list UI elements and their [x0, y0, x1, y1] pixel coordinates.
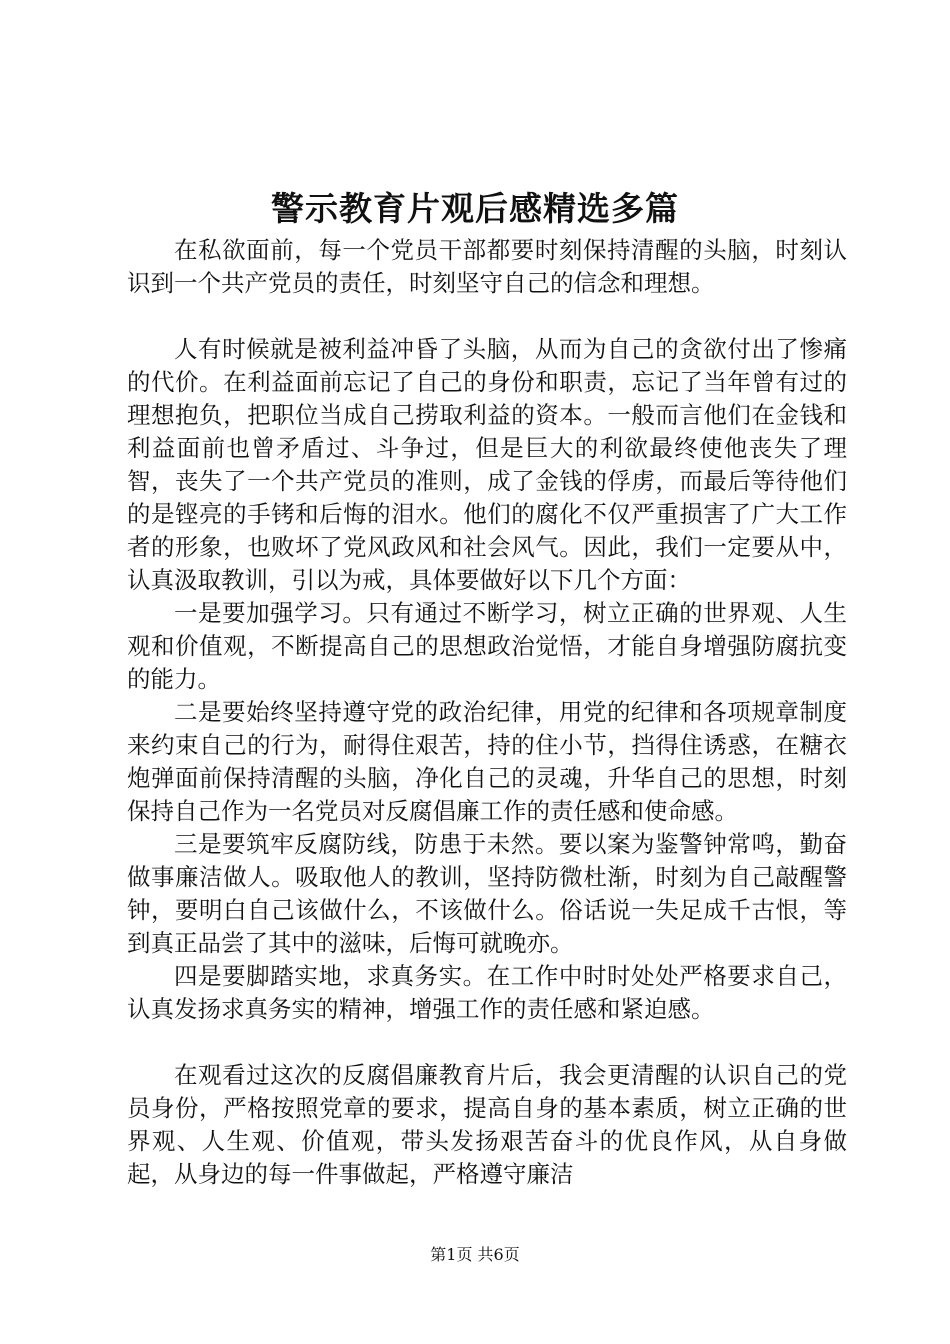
paragraph-point-four: 四是要脚踏实地，求真务实。在工作中时时处处严格要求自己，认真发扬求真务实的精神，增强工作的责任感和紧迫感。	[127, 962, 847, 1023]
paragraph-conclusion: 在观看过这次的反腐倡廉教育片后，我会更清醒的认识自己的党员身份，严格按照党章的要求，提高自身的基本素质，树立正确的世界观、人生观、价值观，带头发扬艰苦奋斗的优良作风，从自身做起，从身边的每一件事做起，严格遵守廉洁	[127, 1061, 847, 1188]
paragraph-reflection: 人有时候就是被利益冲昏了头脑，从而为自己的贪欲付出了惨痛的代价。在利益面前忘记了自己的身份和职责，忘记了当年曾有过的理想抱负，把职位当成自己捞取利益的资本。一般而言他们在金钱和利益面前也曾矛盾过、斗争过，但是巨大的利欲最终使他丧失了理智，丧失了一个共产党员的准则，成了金钱的俘虏，而最后等待他们的是铿亮的手铐和后悔的泪水。他们的腐化不仅严重损害了广大工作者的形象，也败坏了党风政风和社会风气。因此，我们一定要从中，认真汲取教训，引以为戒，具体要做好以下几个方面：	[127, 335, 847, 594]
document-title: 警示教育片观后感精选多篇	[271, 189, 679, 228]
paragraph-intro: 在私欲面前，每一个党员干部都要时刻保持清醒的头脑，时刻认识到一个共产党员的责任，时刻坚守自己的信念和理想。	[127, 236, 847, 297]
paragraph-point-two: 二是要始终坚持遵守党的政治纪律，用党的纪律和各项规章制度来约束自己的行为，耐得住艰苦，持的住小节，挡得住诱惑，在糖衣炮弹面前保持清醒的头脑，净化自己的灵魂，升华自己的思想，时刻保持自己作为一名党员对反腐倡廉工作的责任感和使命感。	[127, 698, 847, 825]
paragraph-point-three: 三是要筑牢反腐防线，防患于未然。要以案为鉴警钟常鸣，勤奋做事廉洁做人。吸取他人的教训，坚持防微杜渐，时刻为自己敲醒警钟，要明白自己该做什么，不该做什么。俗话说一失足成千古恨，等到真正品尝了其中的滋味，后悔可就晚亦。	[127, 830, 847, 957]
document-body	[127, 234, 847, 1191]
paragraph-point-one: 一是要加强学习。只有通过不断学习，树立正确的世界观、人生观和价值观，不断提高自己的思想政治觉悟，才能自身增强防腐抗变的能力。	[127, 599, 847, 693]
page-number-footer: 第1页 共6页	[430, 1245, 520, 1264]
